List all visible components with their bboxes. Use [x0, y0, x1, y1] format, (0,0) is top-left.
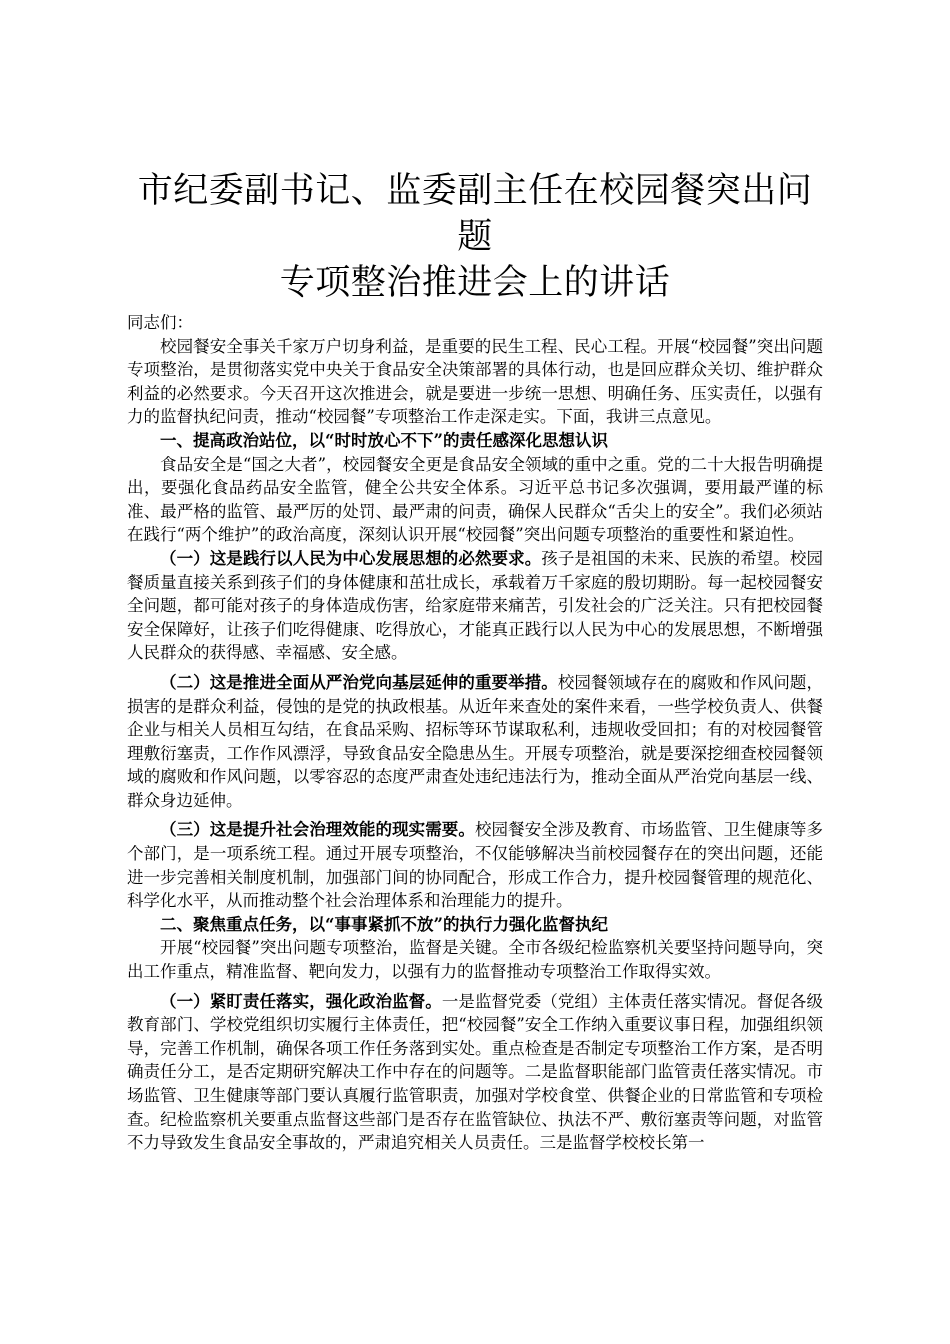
intro-paragraph: 校园餐安全事关千家万户切身利益，是重要的民生工程、民心工程。开展“校园餐”突出问题专项整治，是贯彻落实党中央关于食品安全决策部署的具体行动，也是回应群众关切、维护群众利益的必然要求。今天召开这次推进会，就是要进一步统一思想、明确任务、压实责任，以强有力的监督执纪问责，推动“校园餐”专项整治工作走深走实。下面，我讲三点意见。	[127, 336, 823, 427]
point-lead: （一）这是践行以人民为中心发展思想的必然要求。	[160, 548, 542, 568]
document-body	[127, 311, 823, 1155]
section-1-heading: 一、提高政治站位，以“时时放心不下”的责任感深化思想认识	[160, 430, 608, 450]
point-lead: （一）紧盯责任落实，强化政治监督。	[160, 991, 442, 1011]
point-lead: （二）这是推进全面从严治党向基层延伸的重要举措。	[160, 672, 558, 692]
document-page	[127, 168, 823, 1155]
section-1-point-2	[127, 671, 823, 813]
section-2-heading: 二、聚焦重点任务，以“事事紧抓不放”的执行力强化监督执纪	[160, 914, 608, 934]
section-1-point-3	[127, 818, 823, 912]
section-2-intro: 开展“校园餐”突出问题专项整治，监督是关键。全市各级纪检监察机关要坚持问题导向，突出工作重点，精准监督、靶向发力，以强有力的监督推动专项整治工作取得实效。	[127, 938, 823, 982]
point-text: 孩子是祖国的未来、民族的希望。校园餐质量直接关系到孩子们的身体健康和茁壮成长，承载着万千家庭的殷切期盼。每一起校园餐安全问题，都可能对孩子的身体造成伤害，给家庭带来痛苦，引发社会的广泛关注。只有把校园餐安全保障好，让孩子们吃得健康、吃得放心，才能真正践行以人民为中心的发展思想，不断增强人民群众的获得感、幸福感、安全感。	[127, 548, 824, 663]
title-line-1: 市纪委副书记、监委副主任在校园餐突出问题	[137, 171, 813, 257]
document-title	[127, 168, 823, 306]
point-text: 校园餐安全涉及教育、市场监管、卫生健康等多个部门，是一项系统工程。通过开展专项整治，不仅能够解决当前校园餐存在的突出问题，还能进一步完善相关制度机制，加强部门间的协同配合，形成工作合力，提升校园餐管理的规范化、科学化水平，从而推动整个社会治理体系和治理能力的提升。	[127, 820, 824, 911]
point-text: 一是监督党委（党组）主体责任落实情况。督促各级教育部门、学校党组织切实履行主体责任，把“校园餐”安全工作纳入重要议事日程，加强组织领导，完善工作机制，确保各项工作任务落到实处。重点检查是否制定专项整治工作方案，是否明确责任分工，是否定期研究解决工作中存在的问题等。二是监督职能部门监管责任落实情况。市场监管、卫生健康等部门要认真履行监管职责，加强对学校食堂、供餐企业的日常监管和专项检查。纪检监察机关要重点监督这些部门是否存在监管缺位、执法不严、敷衍塞责等问题，对监管不力导致发生食品安全事故的，严肃追究相关人员责任。三是监督学校校长第一	[127, 991, 824, 1153]
point-lead: （三）这是提升社会治理效能的现实需要。	[160, 820, 475, 840]
section-1-point-1	[127, 547, 823, 665]
title-line-2: 专项整治推进会上的讲话	[279, 263, 671, 303]
section-2-point-1	[127, 990, 823, 1155]
salutation: 同志们：	[127, 313, 193, 332]
section-1-intro: 食品安全是“国之大者”，校园餐安全更是食品安全领域的重中之重。党的二十大报告明确提出，要强化食品药品安全监管，健全公共安全体系。习近平总书记多次强调，要用最严谨的标准、最严格的监管、最严厉的处罚、最严肃的问责，确保人民群众“舌尖上的安全”。我们必须站在践行“两个维护”的政治高度，深刻认识开展“校园餐”突出问题专项整治的重要性和紧迫性。	[127, 454, 823, 545]
point-text: 校园餐领域存在的腐败和作风问题，损害的是群众利益，侵蚀的是党的执政根基。从近年来查处的案件来看，一些学校负责人、供餐企业与相关人员相互勾结，在食品采购、招标等环节谋取私利，违规收受回扣；有的对校园餐管理敷衍塞责，工作作风漂浮，导致食品安全隐患丛生。开展专项整治，就是要深挖细查校园餐领域的腐败和作风问题，以零容忍的态度严肃查处违纪违法行为，推动全面从严治党向基层一线、群众身边延伸。	[127, 672, 824, 810]
